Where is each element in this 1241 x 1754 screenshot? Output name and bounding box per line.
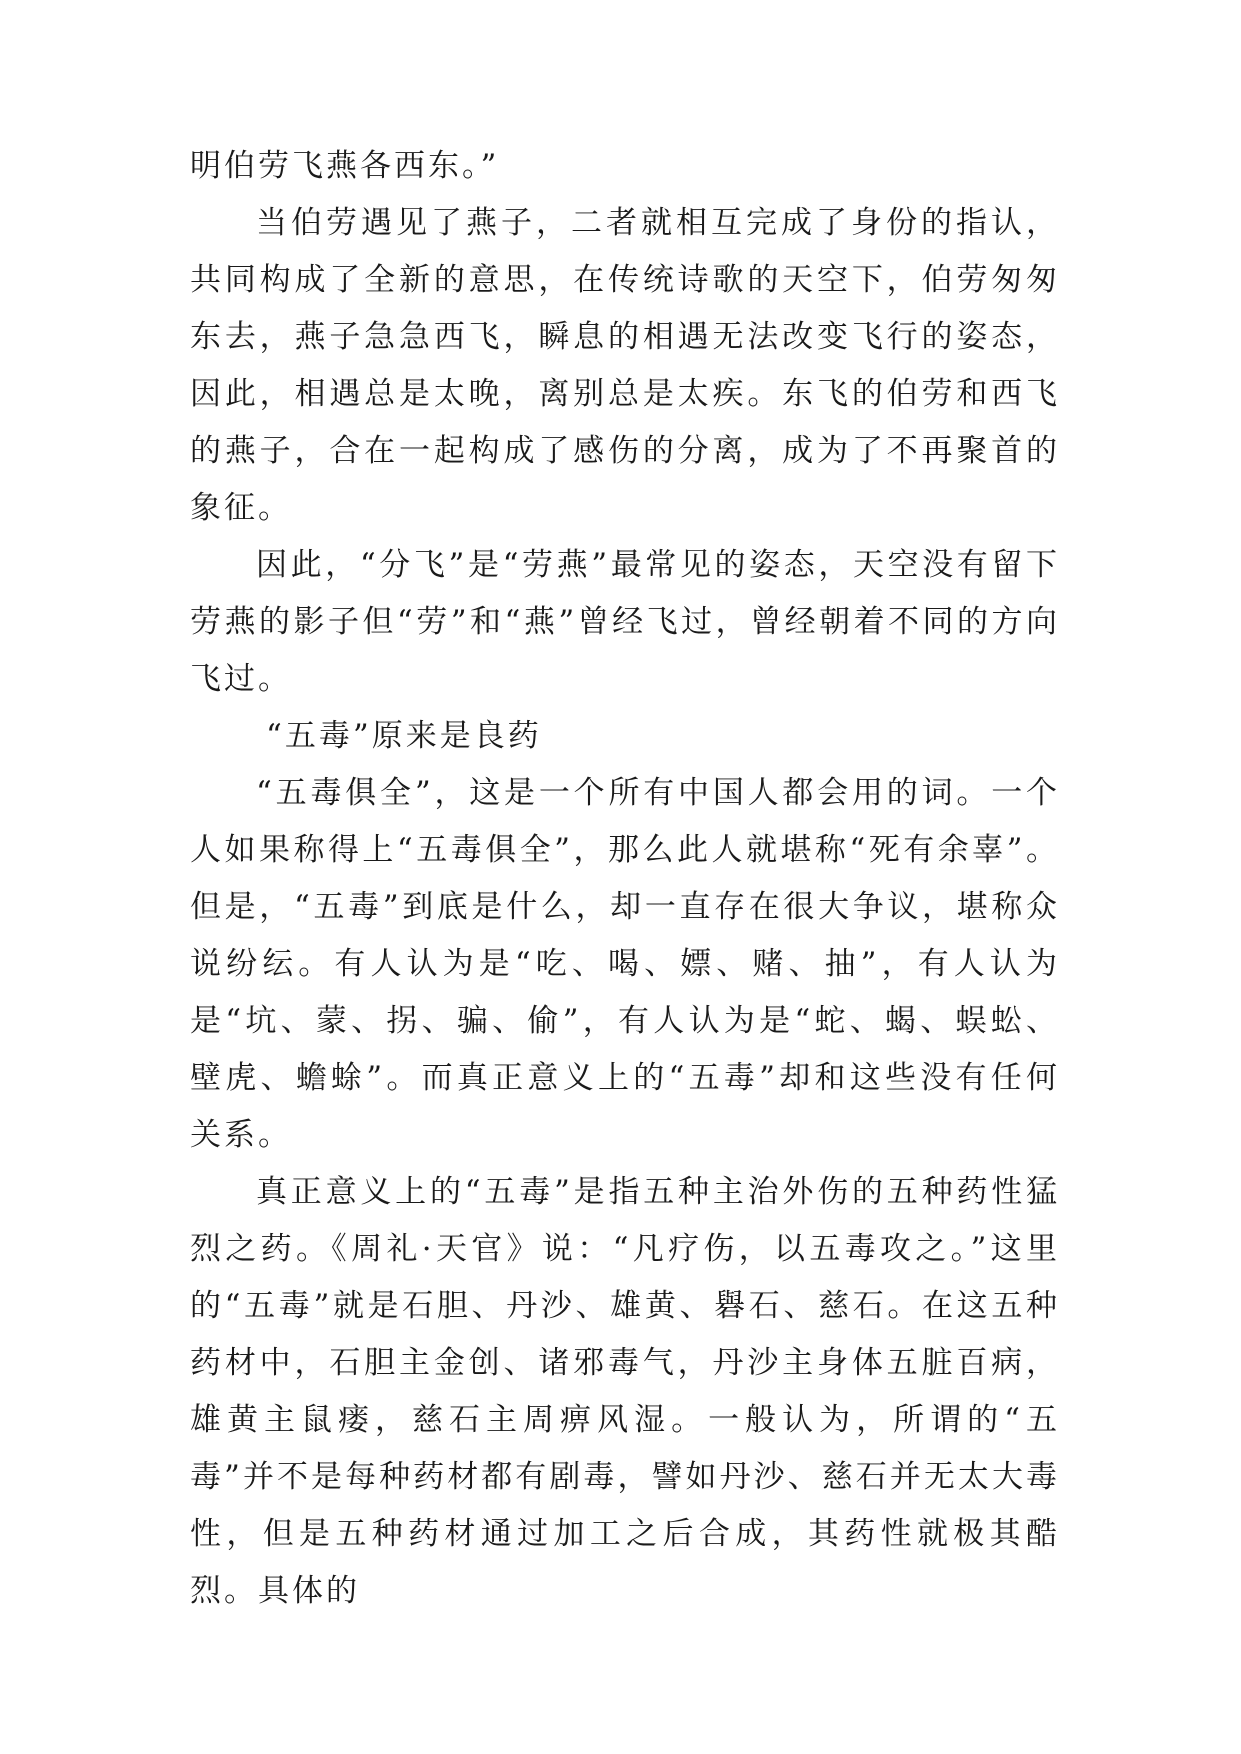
paragraph-wudu-juquan: “五毒俱全”，这是一个所有中国人都会用的词。一个人如果称得上“五毒俱全”，那么此人就堪称“死有余辜”。但是，“五毒”到底是什么，却一直存在很大争议，堪称众说纷纭。有人认为是“吃、喝、嫖、赌、抽”，有人认为是“坑、蒙、拐、骗、偷”，有人认为是“蛇、蝎、蜈蚣、壁虎、蟾蜍”。而真正意义上的“五毒”却和这些没有任何关系。: [190, 775, 1060, 1153]
document-body: [190, 138, 1060, 1620]
paragraph-poem-ending: 明伯劳飞燕各西东。”: [190, 148, 500, 184]
paragraph-shrike-swallow-meeting: 当伯劳遇见了燕子，二者就相互完成了身份的指认，共同构成了全新的意思，在传统诗歌的天空下，伯劳匆匆东去，燕子急急西飞，瞬息的相遇无法改变飞行的姿态，因此，相遇总是太晚，离别总是太疾。东飞的伯劳和西飞的燕子，合在一起构成了感伤的分离，成为了不再聚首的象征。: [190, 205, 1060, 526]
paragraph-true-wudu: 真正意义上的“五毒”是指五种主治外伤的五种药性猛烈之药。《周礼·天官》说：“凡疗伤，以五毒攻之。”这里的“五毒”就是石胆、丹沙、雄黄、礜石、慈石。在这五种药材中，石胆主金创、诸邪毒气，丹沙主身体五脏百病，雄黄主鼠瘘，慈石主周痹风湿。一般认为，所谓的“五毒”并不是每种药材都有剧毒，譬如丹沙、慈石并无太大毒性，但是五种药材通过加工之后合成，其药性就极其酷烈。具体的: [190, 1174, 1060, 1609]
section-heading-wudu: “五毒”原来是良药: [266, 718, 542, 754]
paragraph-fenfei-posture: 因此，“分飞”是“劳燕”最常见的姿态，天空没有留下劳燕的影子但“劳”和“燕”曾经飞过，曾经朝着不同的方向飞过。: [190, 547, 1060, 697]
